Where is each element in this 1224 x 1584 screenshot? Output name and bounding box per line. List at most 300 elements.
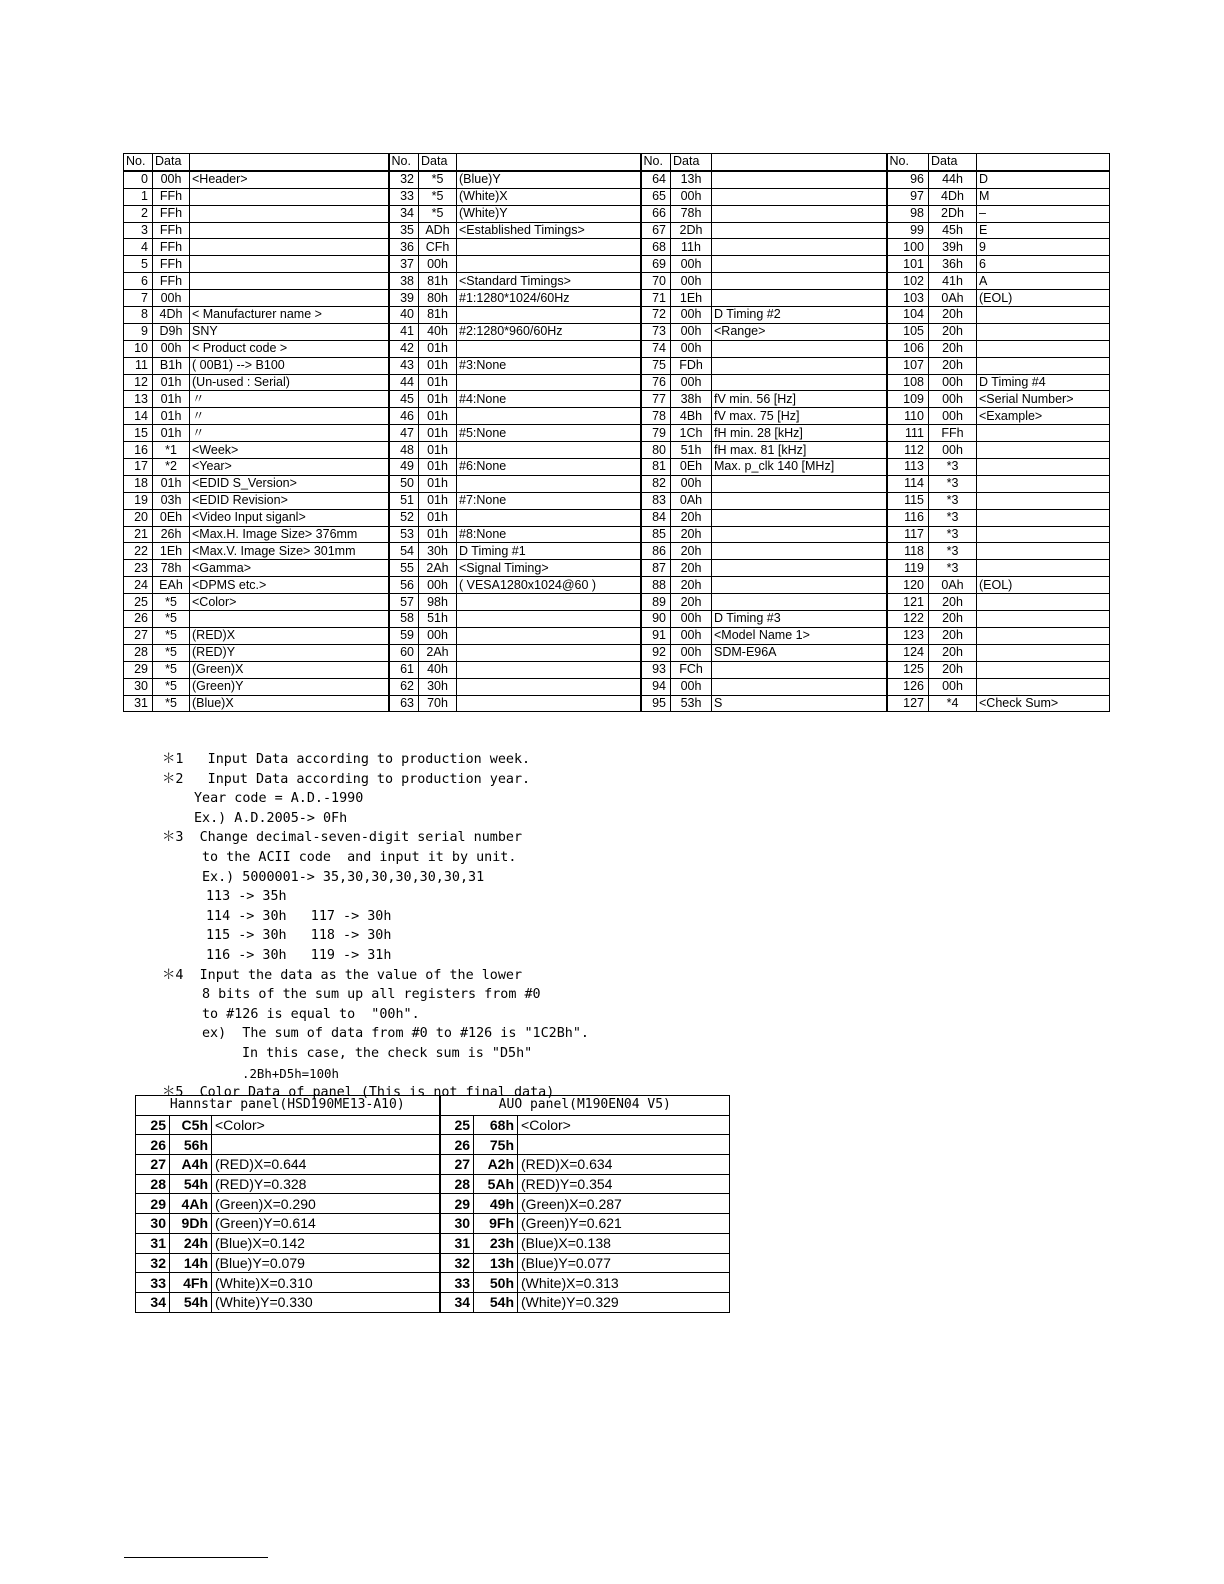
register-number: 123 <box>887 627 929 644</box>
register-value: *5 <box>153 611 190 628</box>
register-description: 6 <box>977 256 1110 273</box>
register-number: 3 <box>124 222 153 239</box>
register-value: *3 <box>929 560 977 577</box>
register-number: 22 <box>124 543 153 560</box>
footnotes <box>162 750 589 1103</box>
register-value: 00h <box>671 273 712 290</box>
panel-register-value: 9Fh <box>474 1214 518 1234</box>
panel-register-description: (Blue)Y=0.077 <box>518 1253 730 1273</box>
register-description: D Timing #3 <box>712 611 887 628</box>
register-number: 45 <box>389 391 419 408</box>
register-value: 00h <box>671 627 712 644</box>
register-description <box>190 256 389 273</box>
register-description: #1:1280*1024/60Hz <box>457 290 641 307</box>
register-number: 106 <box>887 340 929 357</box>
register-number: 51 <box>389 492 419 509</box>
register-description: <Year> <box>190 459 389 476</box>
register-number: 99 <box>887 222 929 239</box>
register-value: 01h <box>419 526 457 543</box>
table-row <box>124 205 1110 222</box>
register-number: 98 <box>887 205 929 222</box>
register-value: 01h <box>419 374 457 391</box>
panel-title-auo: AUO panel(M190EN04 V5) <box>440 1096 730 1116</box>
table-row <box>124 661 1110 678</box>
register-value: 20h <box>929 323 977 340</box>
register-number: 52 <box>389 509 419 526</box>
register-description: (EOL) <box>977 577 1110 594</box>
register-number: 117 <box>887 526 929 543</box>
register-description: Max. p_clk 140 [MHz] <box>712 459 887 476</box>
register-number: 11 <box>124 357 153 374</box>
register-number: 8 <box>124 307 153 324</box>
register-value: 00h <box>671 340 712 357</box>
register-value: FFh <box>153 205 190 222</box>
register-number: 13 <box>124 391 153 408</box>
register-value: 1Eh <box>671 290 712 307</box>
register-value: ADh <box>419 222 457 239</box>
register-value: 01h <box>419 340 457 357</box>
column-header-data: Data <box>929 154 977 171</box>
register-description: 〃 <box>190 408 389 425</box>
register-value: 00h <box>671 475 712 492</box>
table-row <box>124 374 1110 391</box>
register-value: *5 <box>153 594 190 611</box>
register-value: 4Dh <box>153 307 190 324</box>
register-description <box>457 442 641 459</box>
register-number: 103 <box>887 290 929 307</box>
register-number: 63 <box>389 695 419 712</box>
register-number: 97 <box>887 188 929 205</box>
register-description <box>712 661 887 678</box>
register-description <box>977 543 1110 560</box>
register-number: 54 <box>389 543 419 560</box>
register-number: 91 <box>641 627 671 644</box>
register-description <box>712 492 887 509</box>
register-description: #4:None <box>457 391 641 408</box>
register-value: 1Eh <box>153 543 190 560</box>
register-number: 4 <box>124 239 153 256</box>
register-value: *5 <box>419 171 457 188</box>
register-value: 00h <box>153 171 190 188</box>
panel-register-number: 28 <box>136 1174 170 1194</box>
register-value: 00h <box>153 340 190 357</box>
register-value: 00h <box>929 678 977 695</box>
register-number: 101 <box>887 256 929 273</box>
register-value: 00h <box>929 442 977 459</box>
register-value: 20h <box>929 307 977 324</box>
register-value: 03h <box>153 492 190 509</box>
register-value: EAh <box>153 577 190 594</box>
register-description <box>977 509 1110 526</box>
register-number: 53 <box>389 526 419 543</box>
register-value: *5 <box>153 661 190 678</box>
register-description: (Un-used : Serial) <box>190 374 389 391</box>
register-description <box>712 374 887 391</box>
register-number: 60 <box>389 644 419 661</box>
register-value: 01h <box>419 475 457 492</box>
register-value: *5 <box>419 188 457 205</box>
register-value: FCh <box>671 661 712 678</box>
panel-register-number: 33 <box>440 1273 474 1293</box>
register-number: 10 <box>124 340 153 357</box>
register-description <box>457 509 641 526</box>
register-value: 13h <box>671 171 712 188</box>
table-row <box>124 290 1110 307</box>
panel-register-value: 23h <box>474 1233 518 1253</box>
register-value: 01h <box>419 459 457 476</box>
register-value: 51h <box>671 442 712 459</box>
register-number: 26 <box>124 611 153 628</box>
register-description <box>712 594 887 611</box>
register-value: 01h <box>153 391 190 408</box>
register-value: 70h <box>419 695 457 712</box>
register-number: 18 <box>124 475 153 492</box>
register-value: FDh <box>671 357 712 374</box>
register-description: D Timing #2 <box>712 307 887 324</box>
register-value: 01h <box>419 357 457 374</box>
register-value: 0Ah <box>929 290 977 307</box>
register-description <box>457 661 641 678</box>
register-value: *5 <box>153 695 190 712</box>
note-line: Year code = A.D.-1990 <box>194 791 364 807</box>
register-description <box>712 205 887 222</box>
register-value: 01h <box>419 425 457 442</box>
register-value: 20h <box>929 644 977 661</box>
register-value: 20h <box>929 661 977 678</box>
table-row <box>124 543 1110 560</box>
register-description <box>977 323 1110 340</box>
register-number: 102 <box>887 273 929 290</box>
register-description: A <box>977 273 1110 290</box>
panel-register-description: <Color> <box>212 1115 440 1135</box>
register-number: 92 <box>641 644 671 661</box>
register-number: 67 <box>641 222 671 239</box>
register-value: FFh <box>153 239 190 256</box>
table-row <box>124 171 1110 188</box>
panel-register-number: 27 <box>136 1155 170 1175</box>
note-line: .2Bh+D5h=100h <box>242 1065 339 1081</box>
register-value: *5 <box>153 627 190 644</box>
table-header-row <box>124 154 1110 171</box>
register-value: 20h <box>929 627 977 644</box>
register-description <box>457 475 641 492</box>
register-number: 38 <box>389 273 419 290</box>
register-description <box>977 678 1110 695</box>
register-value: 00h <box>929 391 977 408</box>
register-description <box>712 509 887 526</box>
register-description: <EDID S_Version> <box>190 475 389 492</box>
note-line: ＊5 Color Data of panel (This is not final data) <box>162 1085 555 1101</box>
register-number: 79 <box>641 425 671 442</box>
register-number: 70 <box>641 273 671 290</box>
register-value: 2Ah <box>419 560 457 577</box>
register-value: 20h <box>929 594 977 611</box>
register-description <box>712 256 887 273</box>
register-number: 72 <box>641 307 671 324</box>
register-number: 40 <box>389 307 419 324</box>
panel-register-number: 32 <box>440 1253 474 1273</box>
register-description <box>977 560 1110 577</box>
register-value: 00h <box>671 678 712 695</box>
note-line: to #126 is equal to "00h". <box>202 1006 420 1022</box>
table-row <box>124 256 1110 273</box>
table-row <box>124 442 1110 459</box>
register-number: 80 <box>641 442 671 459</box>
register-description: 9 <box>977 239 1110 256</box>
panel-register-value: C5h <box>170 1115 212 1135</box>
register-description: D Timing #1 <box>457 543 641 560</box>
register-number: 121 <box>887 594 929 611</box>
register-number: 81 <box>641 459 671 476</box>
register-value: *3 <box>929 475 977 492</box>
panel-register-value: 68h <box>474 1115 518 1135</box>
register-number: 31 <box>124 695 153 712</box>
register-value: 0Eh <box>671 459 712 476</box>
note-line: Ex.) 5000001-> 35,30,30,30,30,30,31 <box>202 869 485 885</box>
register-value: *2 <box>153 459 190 476</box>
register-number: 76 <box>641 374 671 391</box>
register-description: (Green)X <box>190 661 389 678</box>
panel-row <box>136 1292 730 1312</box>
register-number: 113 <box>887 459 929 476</box>
register-number: 100 <box>887 239 929 256</box>
table-row <box>124 459 1110 476</box>
register-number: 68 <box>641 239 671 256</box>
panel-register-number: 34 <box>440 1292 474 1312</box>
table-row <box>124 188 1110 205</box>
register-value: 20h <box>929 611 977 628</box>
table-row <box>124 509 1110 526</box>
register-description <box>190 273 389 290</box>
register-value: 01h <box>419 492 457 509</box>
register-description: <Color> <box>190 594 389 611</box>
register-value: 00h <box>419 577 457 594</box>
panel-register-value: 4Fh <box>170 1273 212 1293</box>
register-number: 7 <box>124 290 153 307</box>
register-description: (RED)X <box>190 627 389 644</box>
panel-register-number: 32 <box>136 1253 170 1273</box>
register-number: 105 <box>887 323 929 340</box>
register-value: 20h <box>929 340 977 357</box>
register-description <box>712 222 887 239</box>
register-value: 78h <box>671 205 712 222</box>
table-row <box>124 611 1110 628</box>
register-number: 66 <box>641 205 671 222</box>
table-row <box>124 678 1110 695</box>
column-header-no: No. <box>887 154 929 171</box>
register-description <box>712 171 887 188</box>
register-description <box>977 627 1110 644</box>
register-number: 20 <box>124 509 153 526</box>
register-number: 126 <box>887 678 929 695</box>
register-value: 2Dh <box>671 222 712 239</box>
register-value: 00h <box>929 374 977 391</box>
panel-register-description: (Green)X=0.287 <box>518 1194 730 1214</box>
register-number: 48 <box>389 442 419 459</box>
register-number: 37 <box>389 256 419 273</box>
register-value: 00h <box>153 290 190 307</box>
note-line: 114 -> 30h 117 -> 30h <box>206 908 392 924</box>
panel-row <box>136 1135 730 1155</box>
register-description <box>190 222 389 239</box>
register-description: D <box>977 171 1110 188</box>
register-description: (EOL) <box>977 290 1110 307</box>
register-number: 115 <box>887 492 929 509</box>
edid-table-body <box>124 154 1110 712</box>
register-number: 24 <box>124 577 153 594</box>
register-description <box>190 611 389 628</box>
register-number: 75 <box>641 357 671 374</box>
register-value: FFh <box>929 425 977 442</box>
register-value: 00h <box>671 644 712 661</box>
register-description: fV min. 56 [Hz] <box>712 391 887 408</box>
register-description <box>712 273 887 290</box>
register-description: 〃 <box>190 425 389 442</box>
register-value: *3 <box>929 543 977 560</box>
register-value: 20h <box>671 543 712 560</box>
note-line: ＊4 Input the data as the value of the lower <box>162 967 523 983</box>
register-number: 73 <box>641 323 671 340</box>
register-description <box>457 307 641 324</box>
register-value: FFh <box>153 256 190 273</box>
register-number: 83 <box>641 492 671 509</box>
register-number: 84 <box>641 509 671 526</box>
register-value: 4Dh <box>929 188 977 205</box>
table-row <box>124 627 1110 644</box>
register-number: 19 <box>124 492 153 509</box>
panel-register-description: (White)X=0.313 <box>518 1273 730 1293</box>
register-value: 30h <box>419 543 457 560</box>
register-description <box>457 678 641 695</box>
register-number: 2 <box>124 205 153 222</box>
register-description: 〃 <box>190 391 389 408</box>
register-number: 114 <box>887 475 929 492</box>
register-description: <Signal Timing> <box>457 560 641 577</box>
register-number: 35 <box>389 222 419 239</box>
register-value: 26h <box>153 526 190 543</box>
register-value: 81h <box>419 273 457 290</box>
panel-row <box>136 1233 730 1253</box>
register-value: *5 <box>419 205 457 222</box>
register-description <box>190 290 389 307</box>
register-description: <DPMS etc.> <box>190 577 389 594</box>
register-value: 51h <box>419 611 457 628</box>
register-description: ( VESA1280x1024@60 ) <box>457 577 641 594</box>
panel-header-row <box>136 1096 730 1116</box>
panel-register-value: 50h <box>474 1273 518 1293</box>
register-description: D Timing #4 <box>977 374 1110 391</box>
table-row <box>124 222 1110 239</box>
register-number: 44 <box>389 374 419 391</box>
register-description: <Gamma> <box>190 560 389 577</box>
register-number: 29 <box>124 661 153 678</box>
note-line: 113 -> 35h <box>206 889 287 905</box>
table-row <box>124 695 1110 712</box>
register-value: 01h <box>153 408 190 425</box>
register-number: 69 <box>641 256 671 273</box>
register-description: <Standard Timings> <box>457 273 641 290</box>
register-value: *1 <box>153 442 190 459</box>
register-description <box>977 611 1110 628</box>
register-description: #8:None <box>457 526 641 543</box>
panel-register-value: 54h <box>170 1174 212 1194</box>
register-description <box>190 205 389 222</box>
note-line: to the ACII code and input it by unit. <box>202 849 517 865</box>
register-number: 112 <box>887 442 929 459</box>
panel-register-number: 27 <box>440 1155 474 1175</box>
panel-color-table <box>135 1095 730 1313</box>
register-number: 116 <box>887 509 929 526</box>
register-description: <Serial Number> <box>977 391 1110 408</box>
table-row <box>124 526 1110 543</box>
register-description <box>457 594 641 611</box>
register-value: 01h <box>419 442 457 459</box>
register-number: 32 <box>389 171 419 188</box>
register-value: 00h <box>671 188 712 205</box>
register-value: 01h <box>419 509 457 526</box>
register-number: 65 <box>641 188 671 205</box>
register-value: 2Ah <box>419 644 457 661</box>
register-description: <Video Input siganl> <box>190 509 389 526</box>
register-number: 33 <box>389 188 419 205</box>
register-description: (Blue)X <box>190 695 389 712</box>
register-description <box>977 492 1110 509</box>
register-number: 47 <box>389 425 419 442</box>
register-number: 125 <box>887 661 929 678</box>
register-description <box>712 475 887 492</box>
register-value: 40h <box>419 323 457 340</box>
register-number: 88 <box>641 577 671 594</box>
note-line: 8 bits of the sum up all registers from #0 <box>202 987 541 1003</box>
panel-register-value: 14h <box>170 1253 212 1273</box>
panel-register-value: 54h <box>170 1292 212 1312</box>
register-number: 124 <box>887 644 929 661</box>
register-description <box>457 408 641 425</box>
panel-row <box>136 1273 730 1293</box>
panel-register-number: 31 <box>440 1233 474 1253</box>
register-description: (Green)Y <box>190 678 389 695</box>
register-value: 00h <box>671 323 712 340</box>
register-value: 00h <box>671 256 712 273</box>
register-value: 53h <box>671 695 712 712</box>
register-description: <Range> <box>712 323 887 340</box>
note-line: 115 -> 30h 118 -> 30h <box>206 928 392 944</box>
panel-row <box>136 1115 730 1135</box>
panel-row <box>136 1174 730 1194</box>
panel-register-number: 26 <box>136 1135 170 1155</box>
register-number: 62 <box>389 678 419 695</box>
column-header-data: Data <box>671 154 712 171</box>
register-value: 01h <box>153 425 190 442</box>
panel-title-hannstar: Hannstar panel(HSD190ME13-A10) <box>136 1096 440 1116</box>
panel-register-description: (Green)Y=0.614 <box>212 1214 440 1234</box>
register-number: 30 <box>124 678 153 695</box>
register-number: 111 <box>887 425 929 442</box>
register-number: 58 <box>389 611 419 628</box>
register-number: 118 <box>887 543 929 560</box>
register-number: 74 <box>641 340 671 357</box>
table-row <box>124 425 1110 442</box>
register-description: (Blue)Y <box>457 171 641 188</box>
register-value: 00h <box>419 256 457 273</box>
register-description <box>712 560 887 577</box>
panel-register-number: 31 <box>136 1233 170 1253</box>
panel-register-description: (RED)X=0.634 <box>518 1155 730 1175</box>
register-value: *3 <box>929 526 977 543</box>
register-number: 90 <box>641 611 671 628</box>
edid-data-table <box>123 153 1110 712</box>
register-description: #6:None <box>457 459 641 476</box>
